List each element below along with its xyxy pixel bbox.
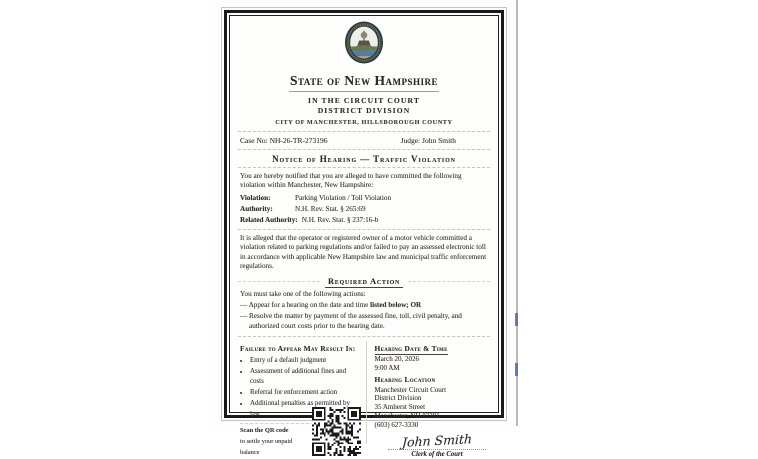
authority-field (240, 205, 488, 213)
related-authority-label: Related Authority: (240, 215, 298, 224)
authority-value: N.H. Rev. Stat. § 265:69 (295, 204, 366, 213)
court-line-1: IN THE CIRCUIT COURT (308, 96, 420, 105)
violation-value: Parking Violation / Toll Violation (295, 193, 392, 202)
qr-code-icon (312, 407, 361, 456)
required-action-title: Required Action (325, 276, 403, 288)
state-title: State of New Hampshire (289, 73, 439, 88)
signer-title: Clerk of the Court (411, 450, 463, 458)
authority-label: Authority: (240, 204, 273, 213)
divider (238, 229, 490, 230)
hearing-location-title: Hearing Location (374, 375, 436, 385)
location-line: (603) 627-3330 (374, 421, 419, 430)
failure-item: • Entry of a default judgment (250, 356, 360, 367)
scanned-notice-page (209, 0, 518, 458)
failure-item: • Assessment of additional fines and costs (250, 367, 360, 388)
action-item-appear: — Appear for a hearing on the date and time listed below; OR (240, 301, 422, 309)
related-authority-value: N.H. Rev. Stat. § 237:16-b (301, 215, 379, 224)
divider (238, 281, 320, 282)
required-action-intro: You must take one of the following actions: (240, 289, 366, 298)
intro-paragraph: You are hereby notified that you are alleged to have committed the following violation within Manchester, New Hampshire: (240, 171, 462, 189)
qr-caption-line2: to settle your unpaid balance (240, 438, 293, 457)
signature-block (384, 433, 490, 459)
notice-title: Notice of Hearing — Traffic Violation (238, 150, 490, 168)
hearing-time: 9:00 AM (374, 364, 400, 373)
location-line: Manchester Circuit Court (374, 385, 447, 394)
title-rule (289, 91, 439, 92)
divider (238, 336, 490, 337)
divider (408, 281, 490, 282)
page-edge-mark (515, 313, 518, 326)
qr-caption-line1: Scan the QR code (240, 427, 289, 435)
hearing-date: March 20, 2026 (374, 355, 420, 364)
location-line: Manchester, NH 03301 (374, 412, 440, 421)
location-line: 35 Amherst Street (374, 403, 426, 412)
failure-title: Failure to Appear May Result In: (240, 344, 356, 354)
certificate-border (221, 7, 507, 458)
court-line-3: CITY OF MANCHESTER, HILLSBOROUGH COUNTY (275, 118, 453, 126)
hearing-datetime-title: Hearing Date & Time (375, 344, 448, 355)
clerk-signature: John Smith (401, 431, 473, 450)
state-seal-icon (344, 21, 384, 64)
failure-item: • Referral for enforcement action (250, 388, 360, 399)
judge-name: Judge: John Smith (400, 135, 456, 145)
violation-field (240, 194, 488, 202)
violation-label: Violation: (240, 193, 271, 202)
hearing-column (367, 341, 490, 458)
failure-column (238, 341, 367, 457)
allegation-paragraph: It is alleged that the operator or registered owner of a motor vehicle committed a violation related to parking regulations and/or failed to pay an assessed electronic toll in accordance with applicable New Hampshire law and municipal traffic enforcement regulations. (240, 233, 487, 270)
page-edge-mark (515, 363, 518, 376)
case-number: Case No: NH-26-TR-273196 (240, 135, 328, 145)
location-line: District Division (374, 394, 422, 403)
required-action-header (238, 276, 490, 288)
related-authority-field (240, 216, 488, 224)
action-item-resolve: — Resolve the matter by payment of the assessed fine, toll, civil penalty, and authorized court costs prior to the hearing date. (240, 312, 462, 330)
failure-item: • Additional penalties as permitted by law (250, 399, 360, 420)
court-line-2: DISTRICT DIVISION (317, 106, 411, 116)
